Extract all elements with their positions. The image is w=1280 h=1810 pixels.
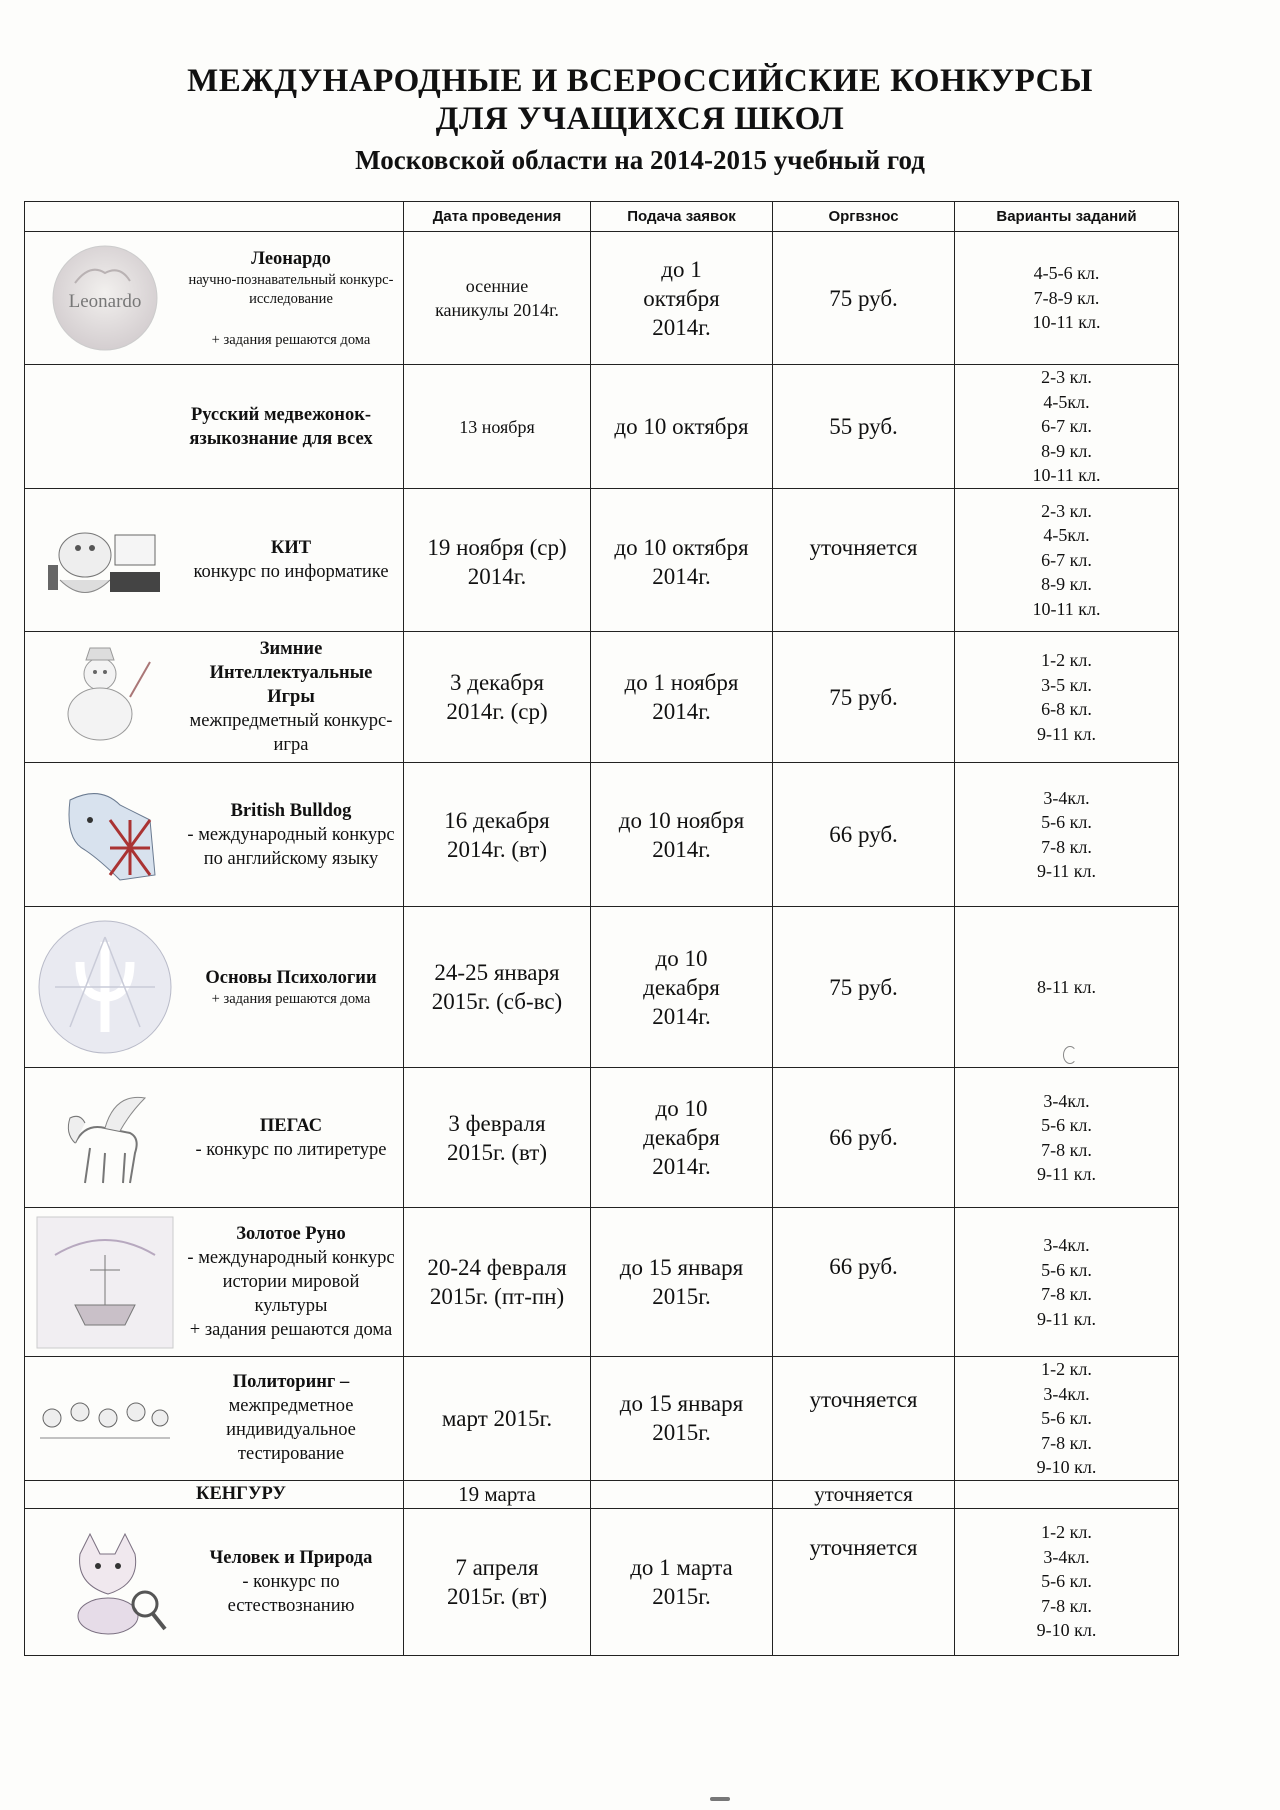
scan-artifact-bottom [710,1797,730,1801]
contest-name: Человек и Природа [209,1547,373,1568]
contest-note: + задания решаются дома [211,990,371,1007]
date-cell: 16 декабря 2014г. (вт) [404,763,591,907]
apply-cell: до 10 октября [591,365,773,489]
grades-cell [955,1480,1179,1508]
header-date: Дата проведения [404,202,591,232]
header-fee: Оргвзнос [773,202,955,232]
contests-table [24,201,1179,1656]
apply-cell: до 1 марта 2015г. [591,1508,773,1655]
fee-cell: 66 руб. [773,1208,955,1357]
document-title [0,62,1280,178]
contest-description: межпредметный конкурс-игра [189,711,393,755]
apply-cell [591,1480,773,1508]
leonardo-logo [31,239,179,357]
table-row [25,232,1179,365]
pegasus-icon [31,1079,179,1197]
table-row [25,1480,1179,1508]
contest-note: + задания решаются дома [211,331,371,348]
fee-cell: уточняется [773,1357,955,1481]
grades-cell: 3-4кл. 5-6 кл. 7-8 кл. 9-11 кл. [955,763,1179,907]
contest-description: межпредметное индивидуальное тестирование [226,1396,356,1465]
snowman-icon [31,638,179,756]
mice-icon [31,1359,179,1477]
date-cell: март 2015г. [404,1357,591,1481]
contest-name-cell [25,232,404,365]
contest-name-cell [25,1068,404,1208]
grades-cell: 1-2 кл. 3-4кл. 5-6 кл. 7-8 кл. 9-10 кл. [955,1508,1179,1655]
contest-name-cell [25,1208,404,1357]
contest-name-cell [25,763,404,907]
table-row [25,1357,1179,1481]
table-row [25,365,1179,489]
date-cell: 19 ноября (ср) 2014г. [404,489,591,632]
grades-cell: 3-4кл. 5-6 кл. 7-8 кл. 9-11 кл. [955,1068,1179,1208]
fee-cell: 55 руб. [773,365,955,489]
grades-cell: 2-3 кл. 4-5кл. 6-7 кл. 8-9 кл. 10-11 кл. [955,365,1179,489]
contest-name-cell [25,1480,404,1508]
apply-cell: до 10 декабря 2014г. [591,907,773,1068]
contest-description: - международный конкурс по английскому языку [187,824,395,869]
table-header-row [25,202,1179,232]
date-cell: 13 ноября [404,365,591,489]
apply-cell: до 10 декабря 2014г. [591,1068,773,1208]
date-cell: 20-24 февраля 2015г. (пт-пн) [404,1208,591,1357]
table-row [25,489,1179,632]
contest-description: конкурс по информатике [193,562,389,582]
contest-name-cell [25,907,404,1068]
table-row [25,763,1179,907]
contest-name: Русский медвежонок-языкознание для всех [189,404,373,449]
apply-cell: до 10 ноября 2014г. [591,763,773,907]
header-name [25,202,404,232]
fee-cell: 75 руб. [773,907,955,1068]
date-cell: 7 апреля 2015г. (вт) [404,1508,591,1655]
fee-cell: 66 руб. [773,763,955,907]
grades-cell: 4-5-6 кл. 7-8-9 кл. 10-11 кл. [955,232,1179,365]
contest-description: - конкурс по естествознанию [227,1571,355,1616]
contest-description: - международный конкурс истории мировой культуры [187,1248,395,1316]
ship-icon [31,1212,179,1352]
contest-name-cell [25,489,404,632]
contest-description: - конкурс по литиретуре [195,1139,387,1160]
fee-cell: уточняется [773,1480,955,1508]
contest-name: Политоринг – [232,1372,350,1393]
psi-logo-icon [31,917,179,1057]
scan-artifact [1063,1046,1077,1064]
contest-name: КИТ [270,538,312,558]
grades-cell: 1-2 кл. 3-4кл. 5-6 кл. 7-8 кл. 9-10 кл. [955,1357,1179,1481]
date-cell: 24-25 января 2015г. (сб-вс) [404,907,591,1068]
table-row [25,632,1179,763]
apply-cell: до 15 января 2015г. [591,1208,773,1357]
grades-cell: 1-2 кл. 3-5 кл. 6-8 кл. 9-11 кл. [955,632,1179,763]
fee-cell: 75 руб. [773,232,955,365]
contest-name-cell [25,1357,404,1481]
contest-name: ПЕГАС [259,1115,323,1136]
table-row [25,1208,1179,1357]
grades-cell: 8-11 кл. [955,907,1179,1068]
table-row [25,907,1179,1068]
apply-cell: до 1 октября 2014г. [591,232,773,365]
apply-cell: до 1 ноября 2014г. [591,632,773,763]
bulldog-icon [31,776,179,894]
contest-name: Зимние Интеллектуальные Игры [209,639,373,707]
contest-name-cell [25,365,404,489]
fox-detective-icon [31,1523,179,1641]
contest-name: КЕНГУРУ [196,1484,286,1504]
date-cell: 19 марта [404,1480,591,1508]
contest-name: Леонардо [251,248,331,269]
table-row [25,1508,1179,1655]
svg-text:Leonardo: Leonardo [68,291,142,312]
contest-description: научно-познавательный конкурс-исследование [188,271,394,307]
apply-cell: до 10 октября 2014г. [591,489,773,632]
apply-cell: до 15 января 2015г. [591,1357,773,1481]
date-cell: осенние каникулы 2014г. [404,232,591,365]
fee-cell: уточняется [773,1508,955,1655]
contest-name: Основы Психологии [205,967,377,988]
grades-cell: 2-3 кл. 4-5кл. 6-7 кл. 8-9 кл. 10-11 кл. [955,489,1179,632]
title-line-2: ДЛЯ УЧАЩИХСЯ ШКОЛ [435,101,845,137]
header-grades: Варианты заданий [955,202,1179,232]
contest-note: + задания решаются дома [189,1320,393,1340]
grades-cell: 3-4кл. 5-6 кл. 7-8 кл. 9-11 кл. [955,1208,1179,1357]
header-apply: Подача заявок [591,202,773,232]
fee-cell: уточняется [773,489,955,632]
date-cell: 3 декабря 2014г. (ср) [404,632,591,763]
contest-name-cell [25,632,404,763]
whale-computer-icon [31,501,179,619]
date-cell: 3 февраля 2015г. (вт) [404,1068,591,1208]
title-line-3: Московской области на 2014-2015 учебный год [355,145,925,175]
contest-name-cell [25,1508,404,1655]
fee-cell: 75 руб. [773,632,955,763]
fee-cell: 66 руб. [773,1068,955,1208]
contest-name: British Bulldog [230,800,352,821]
title-line-1: МЕЖДУНАРОДНЫЕ И ВСЕРОССИЙСКИЕ КОНКУРСЫ [187,63,1093,99]
table-row [25,1068,1179,1208]
contest-name: Золотое Руно [236,1224,346,1244]
